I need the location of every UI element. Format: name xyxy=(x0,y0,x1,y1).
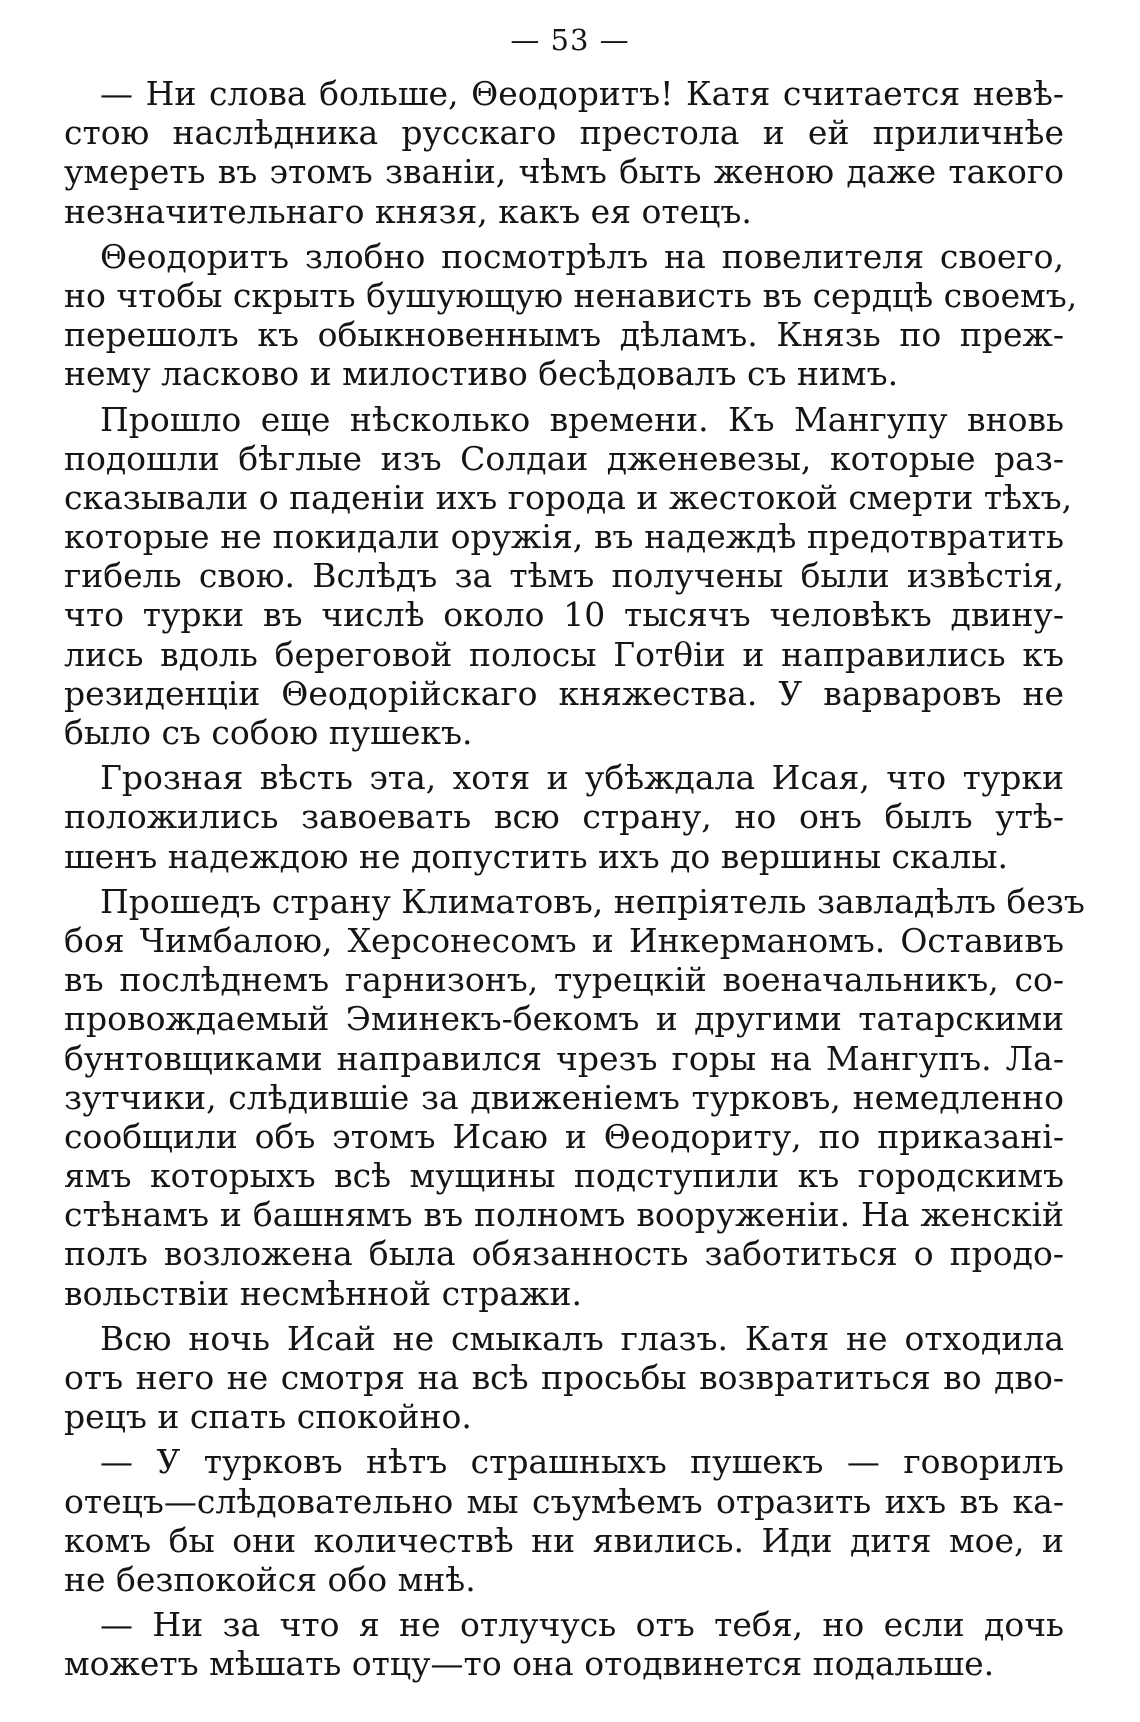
text-line: — У турковъ нѣтъ страшныхъ пушекъ — говорилъ xyxy=(100,1442,1064,1482)
text-line: комъ бы они количествѣ ни явились. Иди дитя мое, и xyxy=(64,1520,1064,1560)
text-line: которые не покидали оружiя, въ надеждѣ предотвратить xyxy=(64,517,1064,557)
text-line: Всю ночь Исай не смыкалъ глазъ. Катя не отходила xyxy=(100,1318,1064,1358)
text-line: вольствiи несмѣнной стражи. xyxy=(64,1273,583,1313)
text-line: лись вдоль береговой полосы Готθiи и направились къ xyxy=(64,634,1064,674)
text-line: — Ни за что я не отлучусь отъ тебя, но если дочь xyxy=(100,1605,1064,1645)
text-line: но чтобы скрыть бушующую ненависть въ сердцѣ своемъ, xyxy=(64,275,1078,315)
paragraph xyxy=(64,236,1078,394)
paragraph xyxy=(64,1442,1064,1599)
text-line: не безпокойся обо мнѣ. xyxy=(64,1559,476,1599)
text-line: стѣнамъ и башнямъ въ полномъ вооруженiи. На женскiй xyxy=(64,1195,1064,1235)
page-number: — 53 — xyxy=(510,23,630,57)
text-line: боя Чимбалою, Херсонесомъ и Инкерманомъ. Оставивъ xyxy=(64,920,1064,960)
text-line: нему ласково и милостиво бесѣдовалъ съ нимъ. xyxy=(64,354,899,394)
text-line: Θеодоритъ злобно посмотрѣлъ на повелителя своего, xyxy=(100,236,1064,276)
paragraph xyxy=(64,1319,1064,1437)
text-line: что турки въ числѣ около 10 тысячъ человѣкъ двину- xyxy=(64,595,1064,635)
text-line: умереть въ этомъ званiи, чѣмъ быть женою даже такого xyxy=(64,152,1064,192)
text-line: ямъ которыхъ всѣ мущины подступили къ городскимъ xyxy=(64,1156,1064,1196)
text-line: зутчики, слѣдившiе за движенiемъ турковъ, немедленно xyxy=(64,1077,1064,1117)
text-line: сообщили объ этомъ Исаю и Θеодориту, по приказанi- xyxy=(64,1116,1064,1156)
text-line: рецъ и спать спокойно. xyxy=(64,1397,472,1437)
text-line: незначительнаго князя, какъ ея отецъ. xyxy=(64,191,752,231)
text-line: — Ни слова больше, Θеодоритъ! Катя считается невѣ- xyxy=(100,74,1064,113)
text-line: сказывали о паденiи ихъ города и жестокой смерти тѣхъ, xyxy=(64,477,1073,517)
text-line: перешолъ къ обыкновеннымъ дѣламъ. Князь по преж- xyxy=(64,315,1064,355)
text-line: провождаемый Эминекъ-бекомъ и другими татарскими xyxy=(64,999,1064,1039)
text-line: Прошло еще нѣсколько времени. Къ Мангупу вновь xyxy=(100,399,1064,439)
text-line: подошли бѣглые изъ Солдаи дженевезы, которые раз- xyxy=(64,438,1064,478)
text-line: стою наслѣдника русскаго престола и ей приличнѣе xyxy=(64,113,1064,153)
text-line: Грозная вѣсть эта, хотя и убѣждала Исая, что турки xyxy=(100,758,1064,798)
text-line: положились завоевать всю страну, но онъ былъ утѣ- xyxy=(64,797,1064,837)
paragraph xyxy=(64,881,1085,1313)
body-text xyxy=(64,74,1085,1690)
paragraph xyxy=(64,1605,1064,1683)
text-line: можетъ мѣшать отцу—то она отодвинется подальше. xyxy=(64,1644,995,1684)
paragraph xyxy=(64,74,1064,231)
paragraph xyxy=(64,399,1073,753)
text-line: было съ собою пушекъ. xyxy=(64,713,473,752)
text-line: Прошедъ страну Климатовъ, непрiятель завладѣлъ безъ xyxy=(100,881,1085,921)
text-line: бунтовщиками направился чрезъ горы на Мангупъ. Ла- xyxy=(64,1038,1064,1078)
text-line: въ послѣднемъ гарнизонъ, турецкiй военачальникъ, со- xyxy=(64,960,1064,1000)
paragraph xyxy=(64,758,1064,876)
text-line: гибель свою. Вслѣдъ за тѣмъ получены были извѣстiя, xyxy=(64,556,1064,596)
text-line: резиденцiи Θеодорiйскаго княжества. У варваровъ не xyxy=(64,673,1064,713)
text-line: шенъ надеждою не допустить ихъ до вершины скалы. xyxy=(64,836,1008,876)
text-line: отъ него не смотря на всѣ просьбы возвратиться во дво- xyxy=(64,1358,1064,1397)
text-line: отецъ—слѣдовательно мы съумѣемъ отразить ихъ въ ка- xyxy=(64,1481,1064,1521)
text-line: полъ возложена была обязанность заботиться о продо- xyxy=(64,1234,1064,1274)
